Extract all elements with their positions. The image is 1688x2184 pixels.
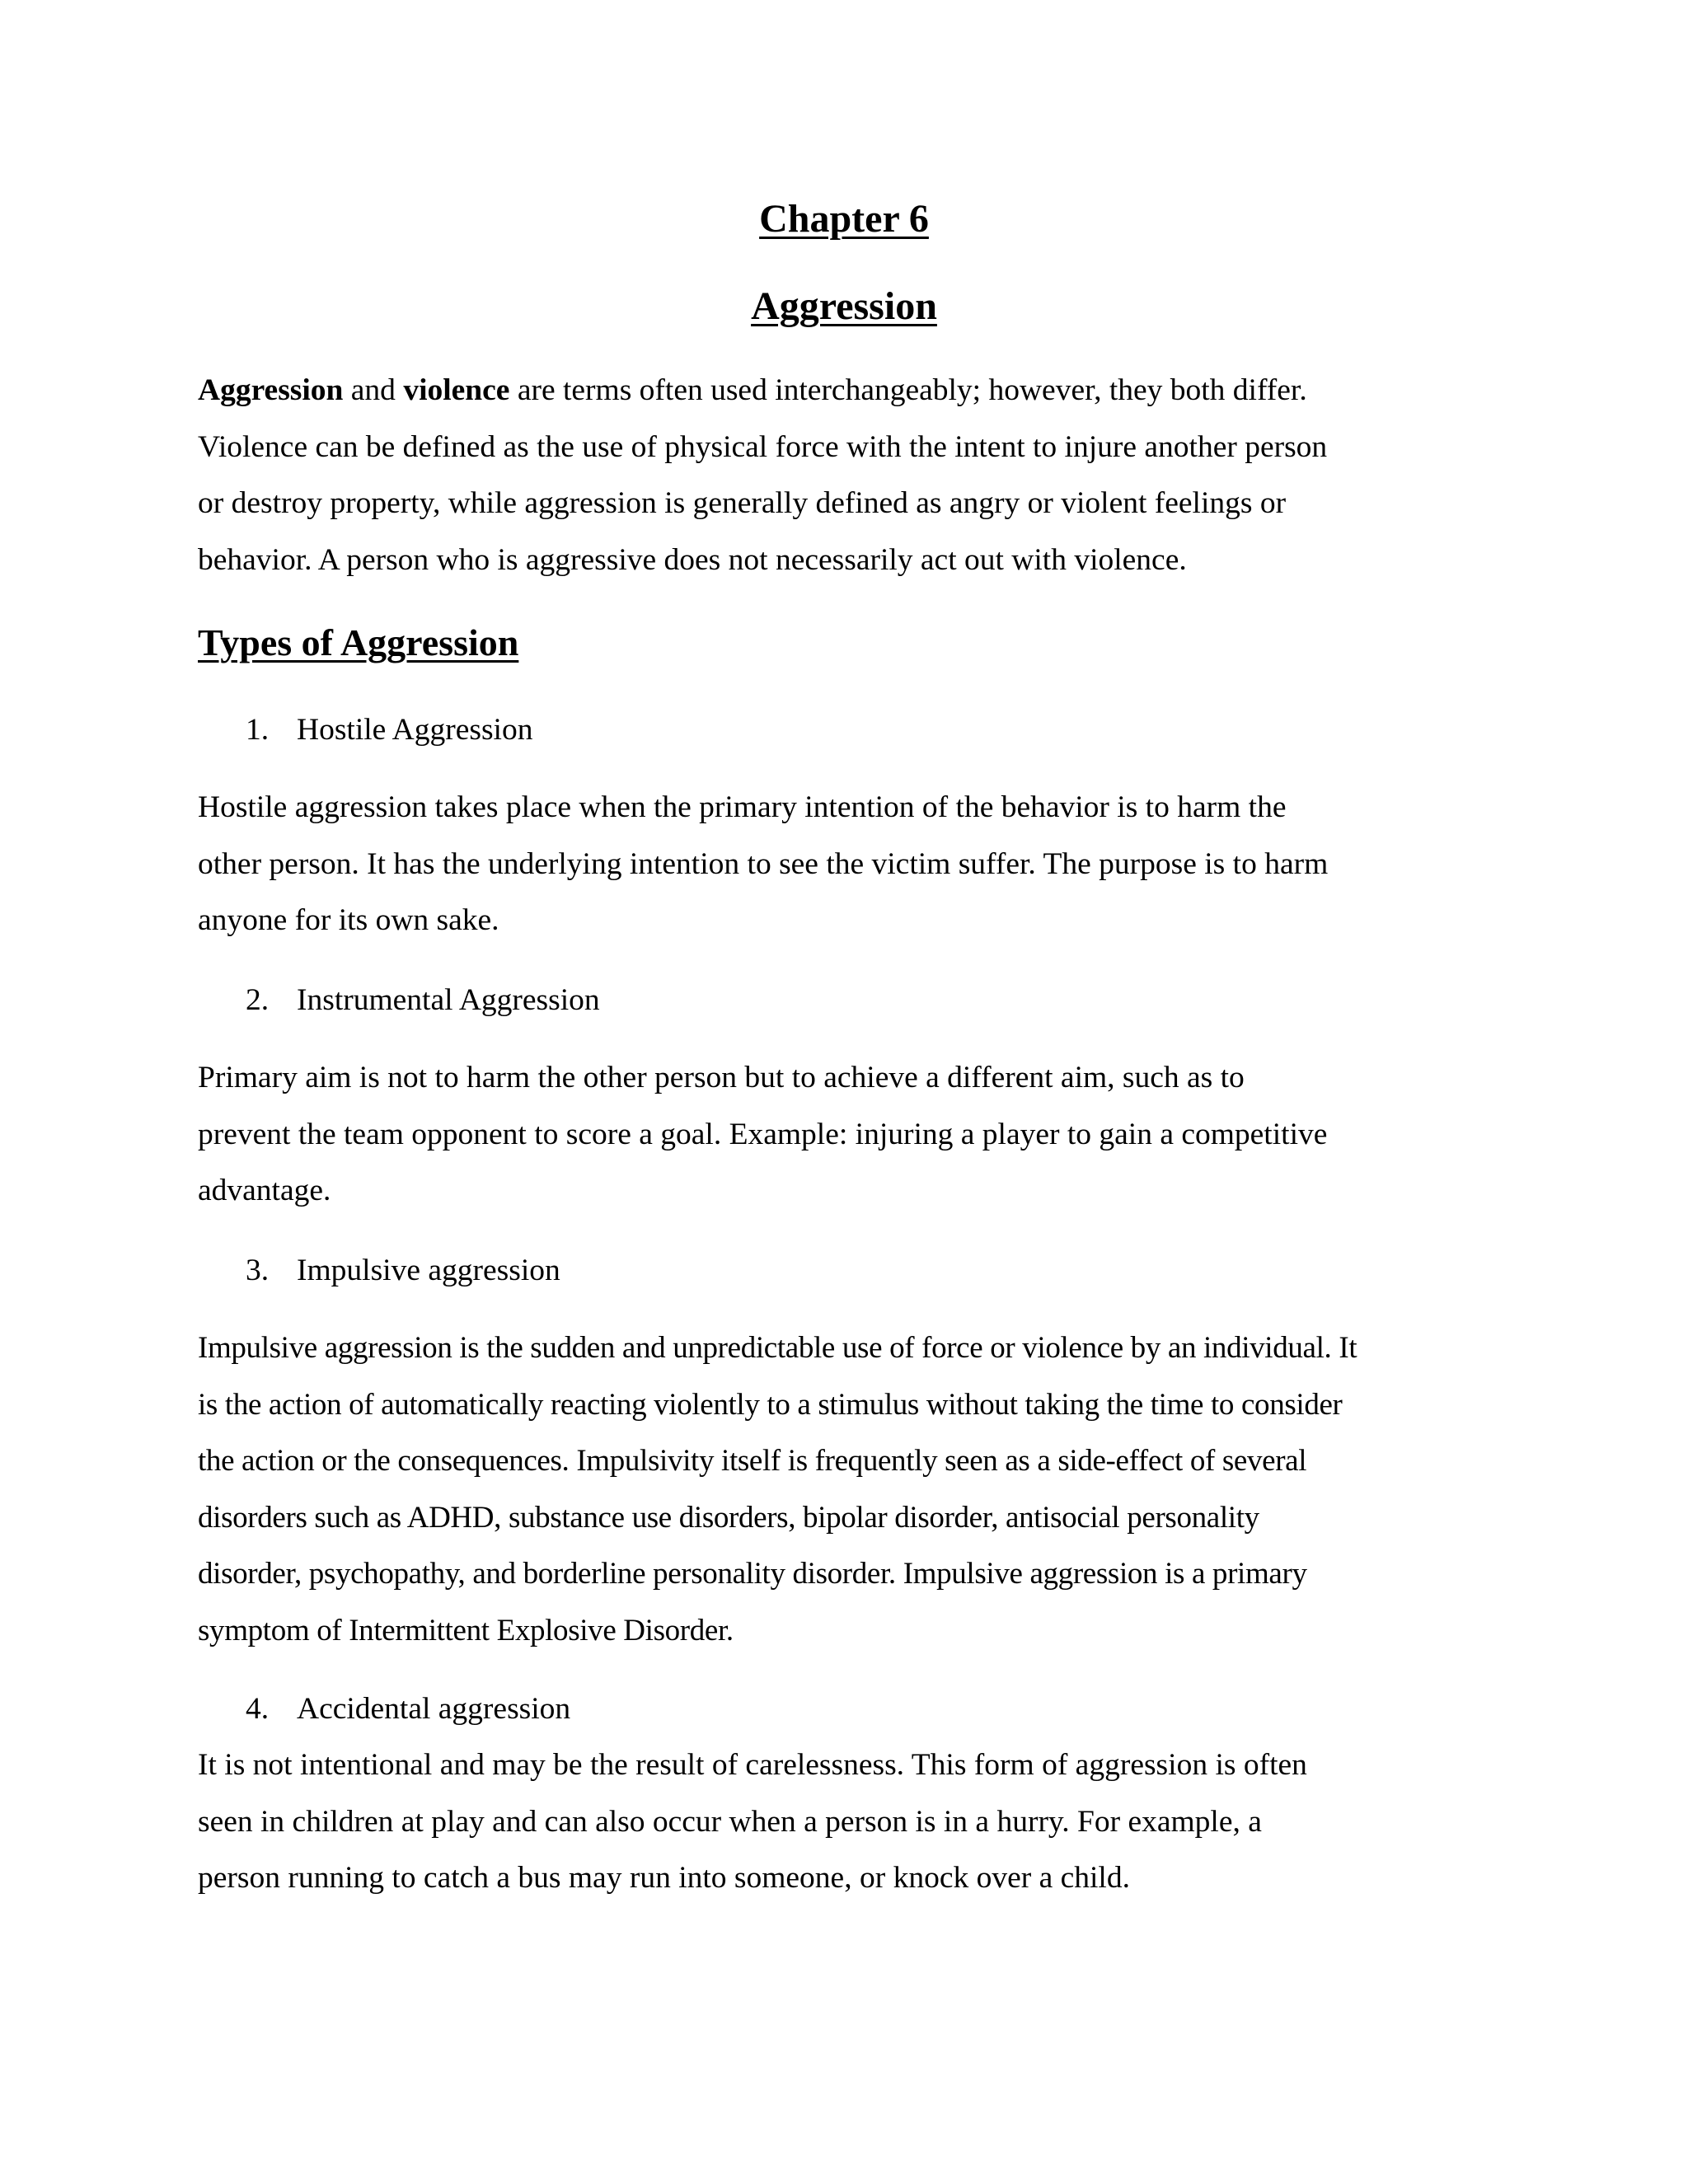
intro-line-3: or destroy property, while aggression is generally defined as angry or violent feelings or bbox=[198, 486, 1287, 520]
list-item-hostile bbox=[246, 702, 532, 758]
paragraph-line: person running to catch a bus may run into someone, or knock over a child. bbox=[198, 1861, 1130, 1895]
list-number: 4. bbox=[246, 1692, 270, 1726]
list-title: Accidental aggression bbox=[297, 1692, 571, 1726]
paragraph-line: disorder, psychopathy, and borderline personality disorder. Impulsive aggression is a primary bbox=[198, 1557, 1307, 1591]
list-title: Instrumental Aggression bbox=[297, 983, 600, 1017]
list-item-instrumental bbox=[246, 972, 600, 1029]
paragraph-line: Primary aim is not to harm the other person but to achieve a different aim, such as to bbox=[198, 1061, 1245, 1094]
accidental-paragraph bbox=[198, 1737, 1500, 1907]
paragraph-line: Impulsive aggression is the sudden and unpredictable use of force or violence by an individual. It bbox=[198, 1331, 1357, 1365]
paragraph-line: is the action of automatically reacting violently to a stimulus without taking the time to consider bbox=[198, 1387, 1343, 1422]
intro-line-1 bbox=[198, 363, 1500, 419]
intro-line-4: behavior. A person who is aggressive does not necessarily act out with violence. bbox=[198, 542, 1187, 577]
chapter-title: Chapter 6 bbox=[759, 197, 929, 241]
paragraph-line: seen in children at play and can also occur when a person is in a hurry. For example, a bbox=[198, 1804, 1262, 1839]
paragraph-line: the action or the consequences. Impulsivity itself is frequently seen as a side-effect of several bbox=[198, 1444, 1307, 1478]
list-title: Impulsive aggression bbox=[297, 1254, 560, 1287]
paragraph-line: disorders such as ADHD, substance use disorders, bipolar disorder, antisocial personality bbox=[198, 1500, 1259, 1535]
intro-paragraph bbox=[198, 363, 1500, 588]
intro-term-violence: violence bbox=[403, 373, 510, 407]
types-heading: Types of Aggression bbox=[198, 621, 519, 663]
intro-line-1-rest: are terms often used interchangeably; however, they both differ. bbox=[509, 373, 1307, 407]
intro-line-2: Violence can be defined as the use of physical force with the intent to injure another person bbox=[198, 429, 1328, 464]
instrumental-paragraph bbox=[198, 1050, 1500, 1220]
paragraph-line: advantage. bbox=[198, 1174, 331, 1207]
list-number: 2. bbox=[246, 983, 270, 1017]
list-item-accidental bbox=[246, 1681, 570, 1737]
intro-term-aggression: Aggression bbox=[198, 373, 344, 407]
paragraph-line: other person. It has the underlying intention to see the victim suffer. The purpose is to harm bbox=[198, 846, 1329, 881]
paragraph-line: Hostile aggression takes place when the primary intention of the behavior is to harm the bbox=[198, 790, 1287, 824]
intro-connector: and bbox=[343, 373, 404, 407]
impulsive-paragraph bbox=[198, 1320, 1500, 1659]
list-number: 1. bbox=[246, 713, 270, 747]
list-item-impulsive bbox=[246, 1243, 560, 1299]
hostile-paragraph bbox=[198, 780, 1500, 949]
paragraph-line: It is not intentional and may be the result of carelessness. This form of aggression is often bbox=[198, 1748, 1307, 1782]
paragraph-line: anyone for its own sake. bbox=[198, 903, 499, 937]
list-number: 3. bbox=[246, 1254, 270, 1287]
paragraph-line: symptom of Intermittent Explosive Disorder. bbox=[198, 1613, 734, 1647]
list-title: Hostile Aggression bbox=[297, 713, 533, 747]
chapter-subtitle: Aggression bbox=[751, 284, 937, 328]
paragraph-line: prevent the team opponent to score a goal. Example: injuring a player to gain a competitive bbox=[198, 1117, 1328, 1151]
